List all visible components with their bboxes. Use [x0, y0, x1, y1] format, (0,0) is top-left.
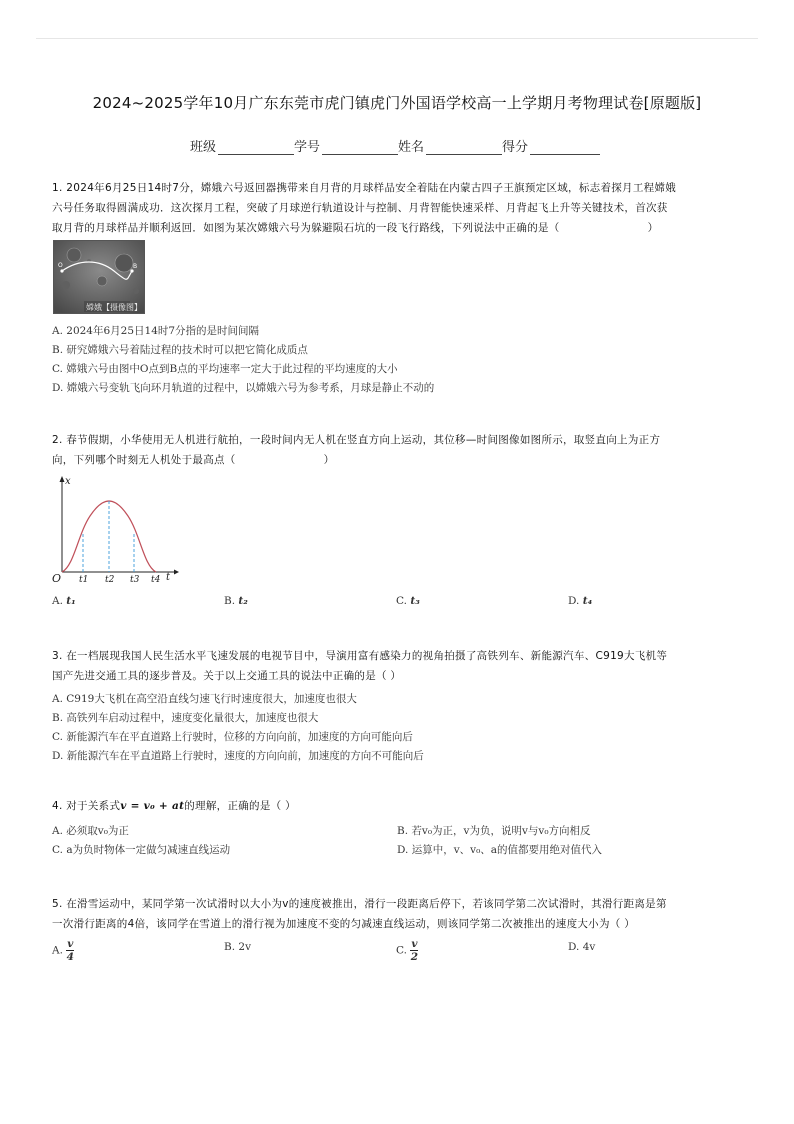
score-field[interactable]: 得分 — [502, 136, 600, 155]
q3-option-c[interactable]: C. 新能源汽车在平直道路上行驶时，位移的方向向前，加速度的方向可能向后 — [52, 731, 413, 743]
q5-stem-line-2: 一次滑行距离的4倍，该同学在雪道上的滑行视为加速度不变的匀减速直线运动，则该同学第二次被推出的速度大小为（ ） — [52, 918, 636, 930]
question-5 — [52, 894, 742, 963]
q5-option-b[interactable]: B. 2v — [224, 941, 252, 953]
q5-option-d[interactable]: D. 4v — [568, 941, 596, 953]
q3-stem-line-2: 国产先进交通工具的逐步普及。关于以上交通工具的说法中正确的是（ ） — [52, 670, 402, 682]
q1-option-d[interactable]: D. 嫦娥六号变轨飞向环月轨道的过程中，以嫦娥六号为参考系，月球是静止不动的 — [52, 382, 435, 394]
q5-option-a-fraction: $\frac{v}{4}$ — [66, 938, 74, 963]
tick-t3: t3 — [130, 575, 140, 585]
question-3 — [52, 646, 742, 766]
q5-option-c[interactable]: C. $\frac{v}{2}$ — [396, 938, 419, 963]
q1-lunar-image — [53, 240, 145, 314]
question-2 — [52, 430, 742, 470]
question-4 — [52, 796, 742, 860]
q1-options — [52, 322, 742, 398]
x-axis-arrow-icon — [174, 570, 179, 575]
origin-label: O — [52, 572, 62, 585]
q5-option-c-fraction: $\frac{v}{2}$ — [410, 938, 419, 963]
q2-options — [52, 592, 742, 611]
q2-displacement-time-graph — [50, 474, 180, 586]
student-id-field[interactable]: 学号 — [294, 136, 398, 155]
q4-option-d[interactable]: D. 运算中，v、v₀、a的值都要用绝对值代入 — [397, 844, 603, 856]
page-title: 2024~2025学年10月广东东莞市虎门镇虎门外国语学校高一上学期月考物理试卷[原题版] — [92, 94, 702, 112]
q4-stem: 4. 对于关系式v = v₀ + at的理解，正确的是（ ） — [52, 800, 296, 812]
lunar-surface-figure — [54, 241, 145, 314]
q2-option-d[interactable]: D. t₄ — [568, 595, 593, 607]
tick-t1: t1 — [79, 575, 89, 585]
svg-text:B: B — [133, 263, 138, 270]
y-axis-label: x — [65, 476, 71, 487]
q1-stem-line-1: 1. 2024年6月25日14时7分，嫦娥六号返回器携带来自月背的月球样品安全着陆在内蒙古四子王旗预定区域，标志着探月工程嫦娥 — [52, 182, 677, 194]
name-field[interactable]: 姓名 — [398, 136, 502, 155]
student-info-row — [190, 136, 600, 155]
q4-option-c[interactable]: C. a为负时物体一定做匀减速直线运动 — [52, 844, 231, 856]
q2-stem-line-1: 2. 春节假期，小华使用无人机进行航拍，一段时间内无人机在竖直方向上运动，其位移—时间图像如图所示，取竖直向上为正方 — [52, 434, 661, 446]
q1-stem-line-2: 六号任务取得圆满成功．这次探月工程，突破了月球逆行轨道设计与控制、月背智能快速采样、月背起飞上升等关键技术，首次获 — [52, 202, 668, 214]
tick-t4: t4 — [151, 575, 161, 585]
q1-stem-line-3: 取月背的月球样品并顺利返回．如图为某次嫦娥六号为躲避陨石坑的一段飞行路线，下列说法中正确的是（ ） — [52, 222, 659, 234]
q3-stem-line-1: 3. 在一档展现我国人民生活水平飞速发展的电视节目中，导演用富有感染力的视角拍摄了高铁列车、新能源汽车、C919大飞机等 — [52, 650, 668, 662]
q3-option-a[interactable]: A. C919大飞机在高空沿直线匀速飞行时速度很大，加速度也很大 — [52, 693, 357, 705]
q2-option-b[interactable]: B. t₂ — [224, 595, 248, 607]
q5-stem-line-1: 5. 在滑雪运动中，某同学第一次试滑时以大小为v的速度被推出，滑行一段距离后停下，若该同学第二次试滑时，其滑行距离是第 — [52, 898, 667, 910]
q4-formula: v = v₀ + at — [120, 800, 185, 812]
svg-text:O: O — [58, 262, 63, 269]
top-divider — [36, 38, 758, 39]
q1-option-c[interactable]: C. 嫦娥六号由图中O点到B点的平均速率一定大于此过程的平均速度的大小 — [52, 363, 398, 375]
q2-stem-line-2: 向，下列哪个时刻无人机处于最高点（ ） — [52, 454, 335, 466]
question-1 — [52, 178, 742, 238]
x-axis-label: t — [166, 572, 171, 583]
q4-option-b[interactable]: B. 若v₀为正，v为负，说明v与v₀方向相反 — [397, 825, 591, 837]
class-field[interactable]: 班级 — [190, 136, 294, 155]
q3-option-b[interactable]: B. 高铁列车启动过程中，速度变化量很大，加速度也很大 — [52, 712, 319, 724]
q1-option-a[interactable]: A. 2024年6月25日14时7分指的是时间间隔 — [52, 325, 260, 337]
q3-option-d[interactable]: D. 新能源汽车在平直道路上行驶时，速度的方向向前，加速度的方向不可能向后 — [52, 750, 424, 762]
q5-option-a[interactable]: A. $\frac{v}{4}$ — [52, 938, 74, 963]
q4-option-a[interactable]: A. 必须取v₀为正 — [52, 825, 129, 837]
q1-option-b[interactable]: B. 研究嫦娥六号着陆过程的技术时可以把它简化成质点 — [52, 344, 308, 356]
q2-option-c[interactable]: C. t₃ — [396, 595, 420, 607]
y-axis-arrow-icon — [60, 476, 65, 482]
tick-t2: t2 — [105, 575, 115, 585]
q2-option-a[interactable]: A. t₁ — [52, 595, 76, 607]
q1-image-caption: 嫦娥【摄像图】 — [86, 303, 142, 312]
